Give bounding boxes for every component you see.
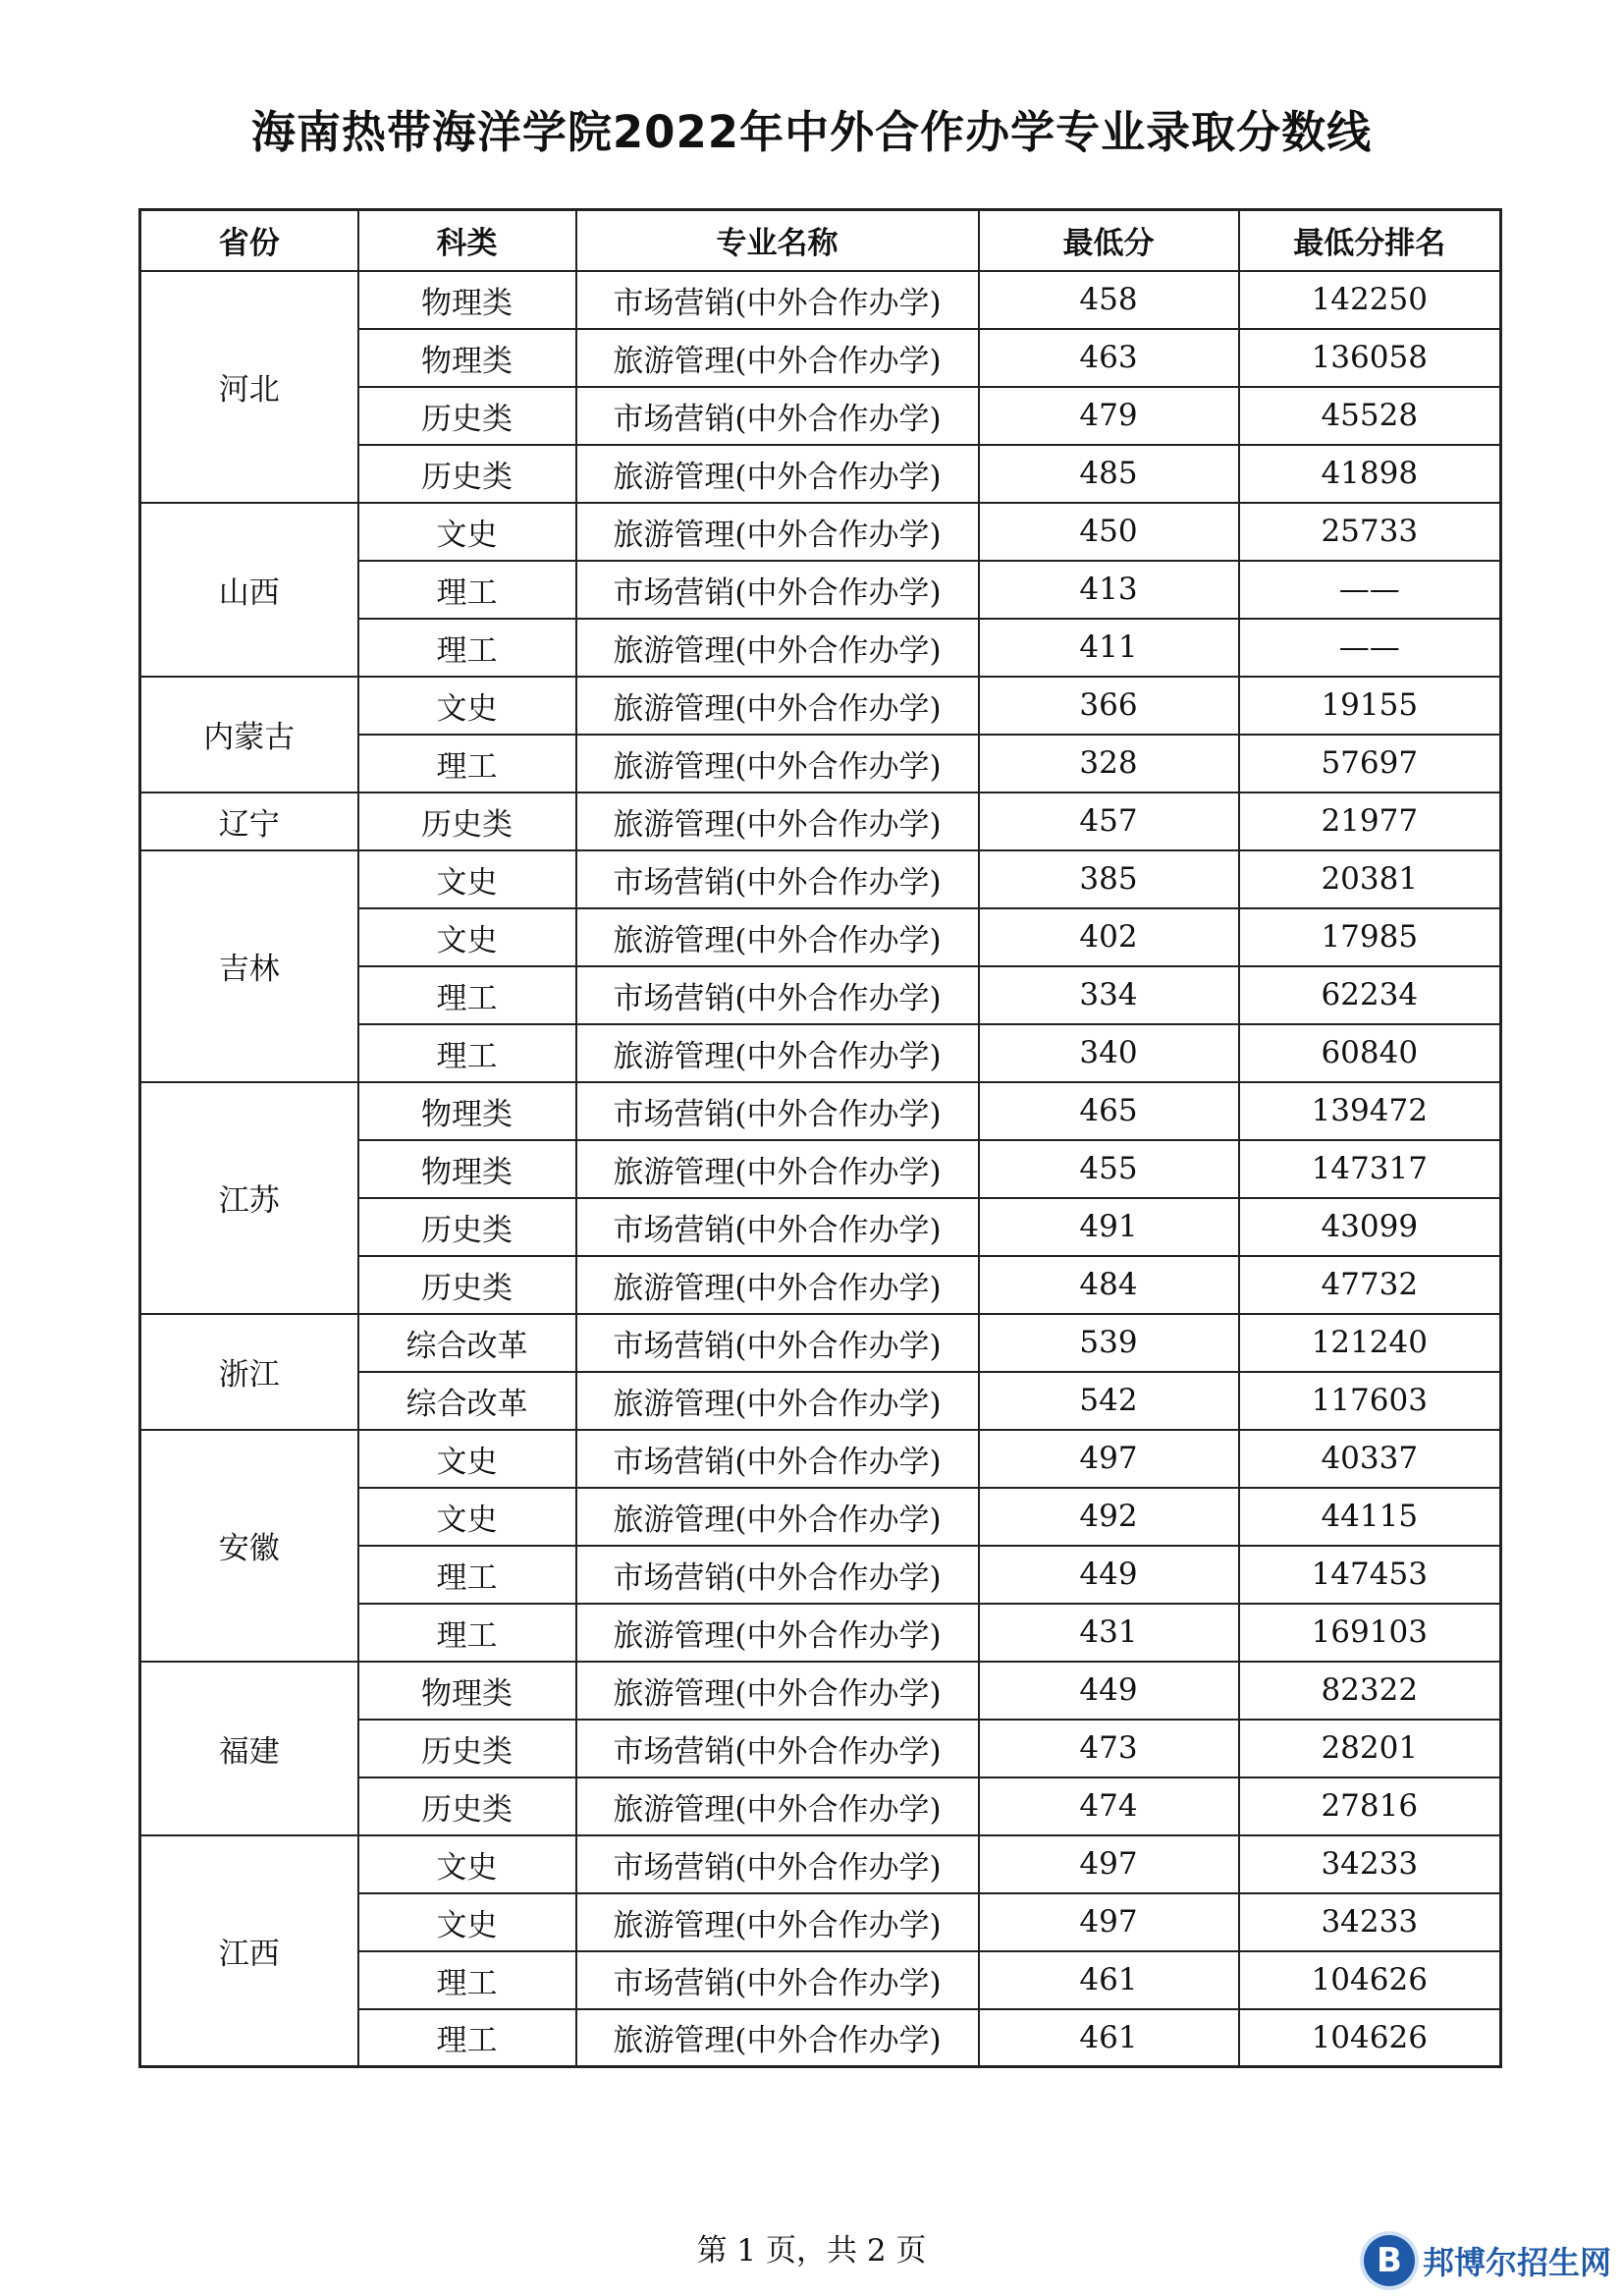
min-rank-cell: 19155 [1239,677,1501,735]
category-cell: 物理类 [358,329,576,387]
table-body [140,271,1501,2067]
major-cell: 旅游管理(中外合作办学) [576,908,979,966]
category-cell: 物理类 [358,1082,576,1140]
category-cell: 理工 [358,561,576,619]
min-score-cell: 485 [979,445,1239,503]
province-cell: 福建 [140,1662,358,1835]
min-rank-cell: 142250 [1239,271,1501,329]
major-cell: 旅游管理(中外合作办学) [576,1604,979,1662]
category-cell: 历史类 [358,1720,576,1777]
min-rank-cell: 82322 [1239,1662,1501,1720]
category-cell: 理工 [358,735,576,793]
major-cell: 市场营销(中外合作办学) [576,1198,979,1256]
category-cell: 综合改革 [358,1314,576,1372]
table-row [140,1314,1501,1372]
category-cell: 文史 [358,1835,576,1893]
major-cell: 市场营销(中外合作办学) [576,1082,979,1140]
min-rank-cell: 43099 [1239,1198,1501,1256]
min-score-cell: 465 [979,1082,1239,1140]
site-watermark [1364,2235,1611,2286]
table-row [140,1662,1501,1720]
major-cell: 旅游管理(中外合作办学) [576,1777,979,1835]
table-row [140,793,1501,850]
min-rank-cell: 21977 [1239,793,1501,850]
min-rank-cell: 147317 [1239,1140,1501,1198]
table-row [140,1835,1501,1893]
min-rank-cell: 117603 [1239,1372,1501,1430]
category-cell: 理工 [358,1951,576,2009]
major-cell: 市场营销(中外合作办学) [576,271,979,329]
major-cell: 市场营销(中外合作办学) [576,1430,979,1488]
min-score-cell: 450 [979,503,1239,561]
min-score-cell: 492 [979,1488,1239,1546]
min-rank-cell: 44115 [1239,1488,1501,1546]
watermark-logo-icon: B [1364,2235,1415,2286]
major-cell: 旅游管理(中外合作办学) [576,503,979,561]
min-rank-cell: 62234 [1239,966,1501,1024]
major-cell: 旅游管理(中外合作办学) [576,677,979,735]
province-cell: 浙江 [140,1314,358,1430]
category-cell: 理工 [358,1604,576,1662]
min-score-cell: 385 [979,850,1239,908]
min-rank-cell: 104626 [1239,1951,1501,2009]
min-rank-cell: 34233 [1239,1835,1501,1893]
min-rank-cell: 169103 [1239,1604,1501,1662]
min-score-cell: 491 [979,1198,1239,1256]
major-cell: 市场营销(中外合作办学) [576,561,979,619]
category-cell: 历史类 [358,1198,576,1256]
table-row [140,1430,1501,1488]
min-rank-cell: 25733 [1239,503,1501,561]
min-rank-cell: 60840 [1239,1024,1501,1082]
major-cell: 旅游管理(中外合作办学) [576,735,979,793]
min-score-cell: 402 [979,908,1239,966]
min-score-cell: 411 [979,619,1239,677]
min-rank-cell: 40337 [1239,1430,1501,1488]
table-row [140,271,1501,329]
category-cell: 物理类 [358,1662,576,1720]
province-cell: 山西 [140,503,358,677]
major-cell: 市场营销(中外合作办学) [576,1835,979,1893]
category-cell: 物理类 [358,1140,576,1198]
province-cell: 河北 [140,271,358,503]
major-cell: 市场营销(中外合作办学) [576,1720,979,1777]
min-score-cell: 539 [979,1314,1239,1372]
province-cell: 辽宁 [140,793,358,850]
table-row [140,1082,1501,1140]
major-cell: 市场营销(中外合作办学) [576,850,979,908]
min-score-cell: 449 [979,1546,1239,1604]
category-cell: 历史类 [358,387,576,445]
min-score-cell: 479 [979,387,1239,445]
min-score-cell: 431 [979,1604,1239,1662]
major-cell: 旅游管理(中外合作办学) [576,619,979,677]
min-score-cell: 366 [979,677,1239,735]
category-cell: 文史 [358,503,576,561]
table-row [140,677,1501,735]
min-rank-cell: —— [1239,561,1501,619]
min-score-cell: 497 [979,1893,1239,1951]
category-cell: 文史 [358,850,576,908]
major-cell: 旅游管理(中外合作办学) [576,1024,979,1082]
category-cell: 文史 [358,908,576,966]
table-row [140,850,1501,908]
admission-score-table [138,208,1502,2068]
table-header-row [140,210,1501,271]
header-category: 科类 [358,210,576,271]
min-rank-cell: 17985 [1239,908,1501,966]
major-cell: 旅游管理(中外合作办学) [576,2009,979,2067]
major-cell: 旅游管理(中外合作办学) [576,1662,979,1720]
category-cell: 历史类 [358,1256,576,1314]
min-rank-cell: 121240 [1239,1314,1501,1372]
category-cell: 历史类 [358,445,576,503]
province-cell: 吉林 [140,850,358,1082]
min-rank-cell: 41898 [1239,445,1501,503]
major-cell: 旅游管理(中外合作办学) [576,793,979,850]
min-score-cell: 455 [979,1140,1239,1198]
category-cell: 物理类 [358,271,576,329]
min-rank-cell: 27816 [1239,1777,1501,1835]
min-rank-cell: 47732 [1239,1256,1501,1314]
category-cell: 文史 [358,677,576,735]
major-cell: 旅游管理(中外合作办学) [576,1893,979,1951]
min-rank-cell: 28201 [1239,1720,1501,1777]
min-rank-cell: 20381 [1239,850,1501,908]
category-cell: 综合改革 [358,1372,576,1430]
min-score-cell: 463 [979,329,1239,387]
min-rank-cell: 34233 [1239,1893,1501,1951]
major-cell: 旅游管理(中外合作办学) [576,1372,979,1430]
min-score-cell: 473 [979,1720,1239,1777]
major-cell: 市场营销(中外合作办学) [576,387,979,445]
category-cell: 文史 [358,1430,576,1488]
min-score-cell: 497 [979,1430,1239,1488]
category-cell: 理工 [358,966,576,1024]
category-cell: 历史类 [358,793,576,850]
major-cell: 旅游管理(中外合作办学) [576,445,979,503]
min-rank-cell: —— [1239,619,1501,677]
major-cell: 旅游管理(中外合作办学) [576,1256,979,1314]
category-cell: 文史 [358,1893,576,1951]
min-score-cell: 474 [979,1777,1239,1835]
min-score-cell: 334 [979,966,1239,1024]
min-score-cell: 497 [979,1835,1239,1893]
min-rank-cell: 104626 [1239,2009,1501,2067]
min-rank-cell: 147453 [1239,1546,1501,1604]
min-score-cell: 542 [979,1372,1239,1430]
page-footer: 第 1 页，共 2 页 [696,2233,927,2269]
watermark-text: 邦博尔招生网 [1422,2244,1611,2281]
province-cell: 内蒙古 [140,677,358,793]
province-cell: 安徽 [140,1430,358,1662]
major-cell: 旅游管理(中外合作办学) [576,1488,979,1546]
category-cell: 文史 [358,1488,576,1546]
min-rank-cell: 57697 [1239,735,1501,793]
province-cell: 江苏 [140,1082,358,1314]
page-title: 海南热带海洋学院2022年中外合作办学专业录取分数线 [250,106,1373,158]
table-row [140,503,1501,561]
category-cell: 理工 [358,619,576,677]
min-rank-cell: 45528 [1239,387,1501,445]
min-score-cell: 457 [979,793,1239,850]
province-cell: 江西 [140,1835,358,2067]
category-cell: 理工 [358,1546,576,1604]
major-cell: 市场营销(中外合作办学) [576,966,979,1024]
min-score-cell: 461 [979,1951,1239,2009]
major-cell: 市场营销(中外合作办学) [576,1951,979,2009]
min-rank-cell: 136058 [1239,329,1501,387]
major-cell: 市场营销(中外合作办学) [576,1314,979,1372]
header-min-rank: 最低分排名 [1239,210,1501,271]
category-cell: 理工 [358,2009,576,2067]
min-score-cell: 413 [979,561,1239,619]
min-score-cell: 461 [979,2009,1239,2067]
header-province: 省份 [140,210,358,271]
min-score-cell: 328 [979,735,1239,793]
header-major: 专业名称 [576,210,979,271]
category-cell: 历史类 [358,1777,576,1835]
header-min-score: 最低分 [979,210,1239,271]
min-score-cell: 340 [979,1024,1239,1082]
major-cell: 旅游管理(中外合作办学) [576,1140,979,1198]
major-cell: 旅游管理(中外合作办学) [576,329,979,387]
category-cell: 理工 [358,1024,576,1082]
min-score-cell: 458 [979,271,1239,329]
min-score-cell: 484 [979,1256,1239,1314]
major-cell: 市场营销(中外合作办学) [576,1546,979,1604]
min-score-cell: 449 [979,1662,1239,1720]
min-rank-cell: 139472 [1239,1082,1501,1140]
